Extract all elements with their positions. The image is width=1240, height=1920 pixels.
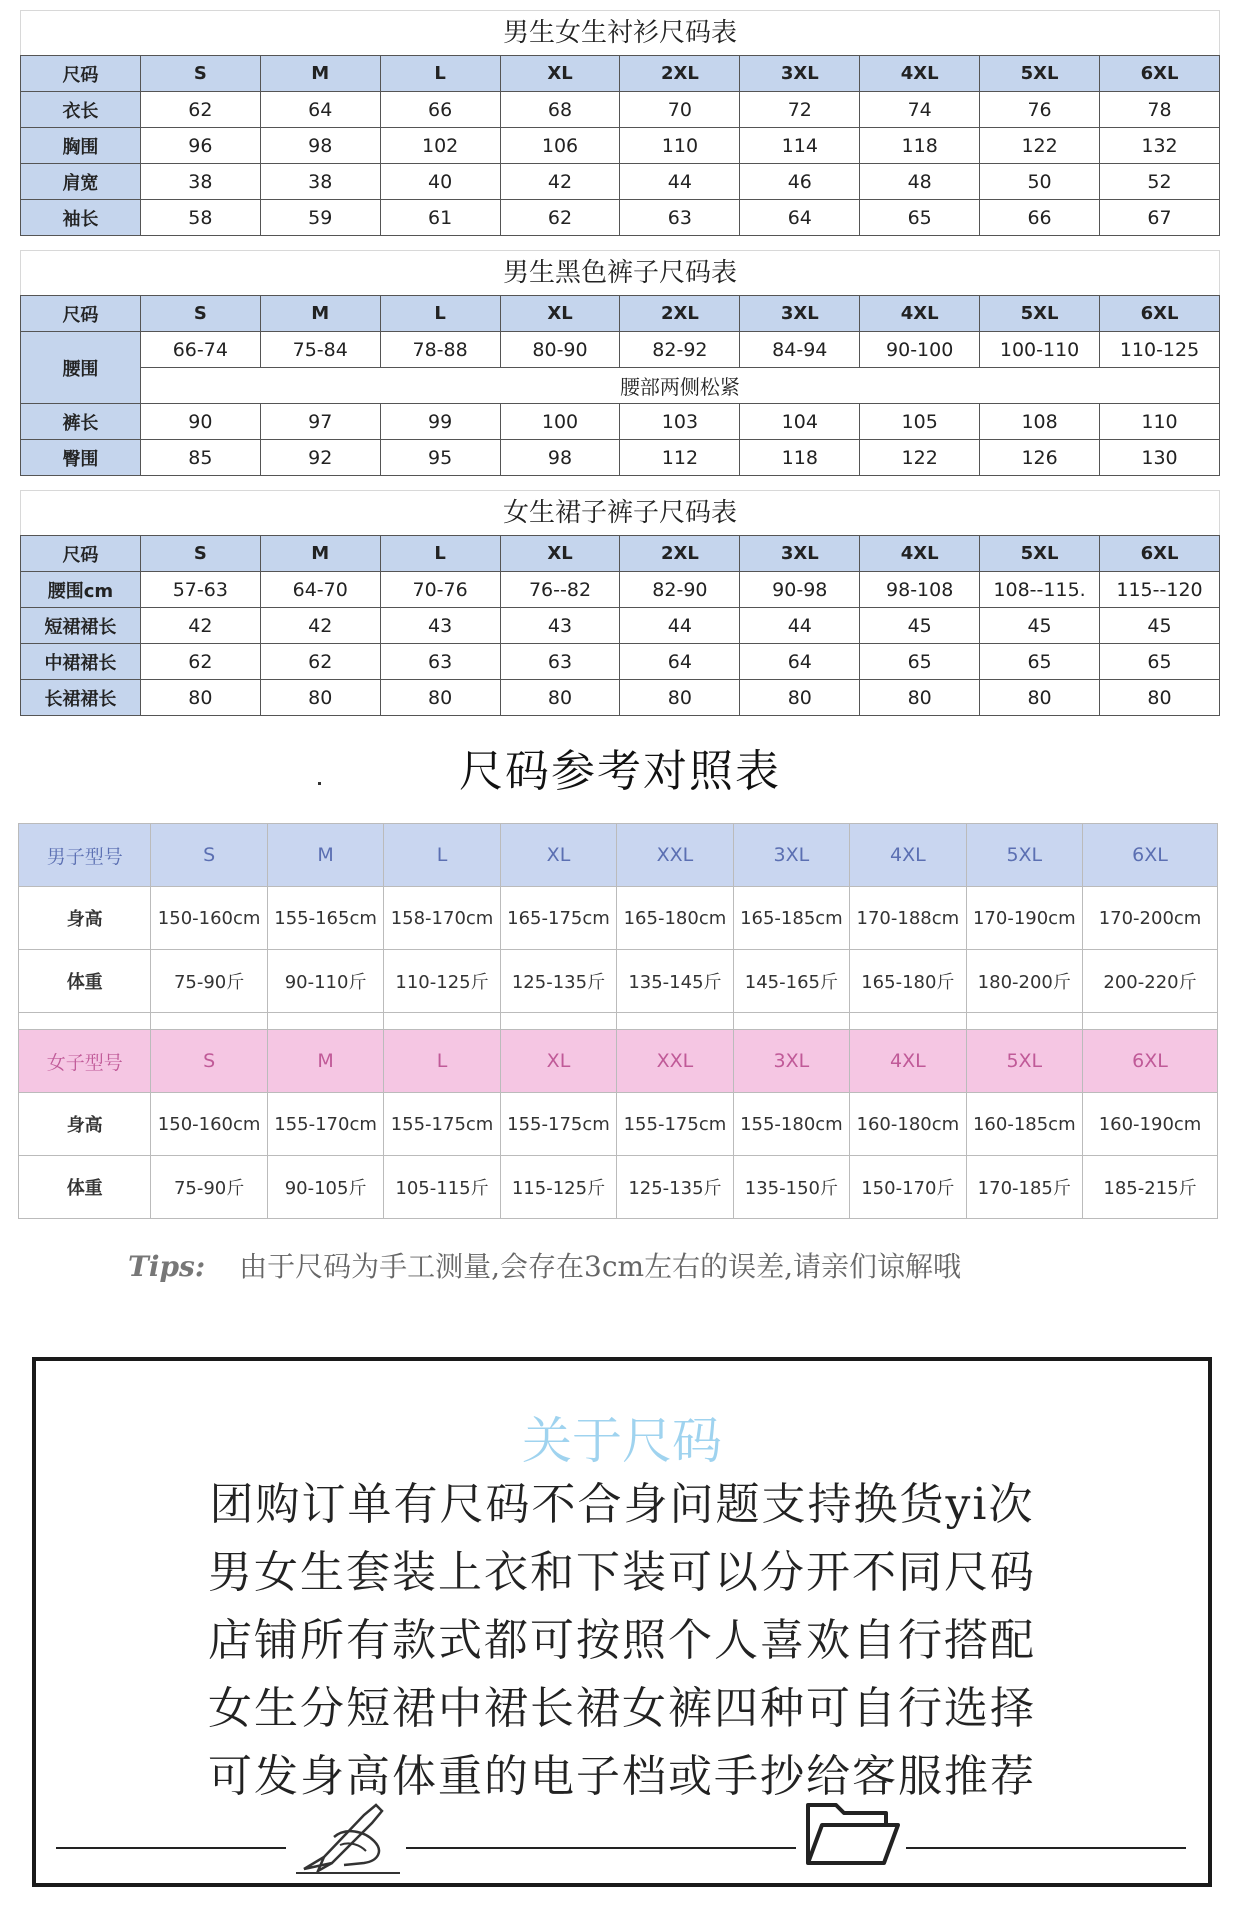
- table-cell: 62: [260, 644, 380, 680]
- about-size-box: [32, 1357, 1212, 1887]
- table-cell: 50: [980, 164, 1100, 200]
- table-cell: 62: [140, 644, 260, 680]
- table-cell: 98-108: [860, 572, 980, 608]
- table-cell: 125-135斤: [617, 1156, 733, 1219]
- table-cell: 80: [620, 680, 740, 716]
- table-cell: 165-180斤: [850, 950, 966, 1013]
- table-cell: 150-160cm: [151, 1093, 267, 1156]
- table-cell: 98: [260, 128, 380, 164]
- table-cell: 65: [1100, 644, 1220, 680]
- skirt-table-title: 女生裙子裤子尺码表: [20, 490, 1220, 535]
- table-cell: 95: [380, 440, 500, 476]
- table-cell: 64: [260, 92, 380, 128]
- header-cell: XL: [500, 56, 620, 92]
- about-title: 关于尺码: [522, 1412, 722, 1470]
- table-cell: 92: [260, 440, 380, 476]
- table-cell: 104: [740, 404, 860, 440]
- table-cell: 75-90斤: [151, 1156, 267, 1219]
- table-cell: 108--115.: [980, 572, 1100, 608]
- table-cell: 42: [140, 608, 260, 644]
- table-cell: 44: [620, 608, 740, 644]
- table-cell: 102: [380, 128, 500, 164]
- table-cell: XXL: [617, 824, 733, 887]
- table-header-row: [21, 536, 1220, 572]
- table-cell: 97: [260, 404, 380, 440]
- header-cell: S: [140, 536, 260, 572]
- row-label: 体重: [19, 950, 151, 1013]
- table-cell: 6XL: [1083, 824, 1218, 887]
- table-cell: 80: [380, 680, 500, 716]
- table-cell: 80: [500, 680, 620, 716]
- spacer-cell: [966, 1013, 1082, 1030]
- about-line: 可发身高体重的电子档或手抄给客服推荐: [208, 1751, 1036, 1802]
- table-cell: 74: [860, 92, 980, 128]
- header-cell: S: [140, 56, 260, 92]
- table-cell: 90: [140, 404, 260, 440]
- table-cell: 155-175cm: [617, 1093, 733, 1156]
- table-cell: 38: [260, 164, 380, 200]
- row-label: 肩宽: [21, 164, 141, 200]
- table-cell: 4XL: [850, 824, 966, 887]
- row-label: 身高: [19, 887, 151, 950]
- about-line: 店铺所有款式都可按照个人喜欢自行搭配: [208, 1615, 1036, 1666]
- pants-waist-cell: 75-84: [260, 332, 380, 368]
- table-cell: 65: [980, 644, 1100, 680]
- shirt-size-table: [20, 10, 1220, 236]
- reference-row: [19, 887, 1218, 950]
- header-cell: L: [380, 56, 500, 92]
- row-label: 衣长: [21, 92, 141, 128]
- table-cell: 155-175cm: [500, 1093, 616, 1156]
- table-cell: 45: [1100, 608, 1220, 644]
- header-cell: L: [380, 536, 500, 572]
- table-cell: 52: [1100, 164, 1220, 200]
- header-cell: 6XL: [1100, 56, 1220, 92]
- header-cell: 3XL: [740, 296, 860, 332]
- folder-icon: [802, 1797, 902, 1869]
- table-row: [21, 644, 1220, 680]
- spacer-cell: [151, 1013, 267, 1030]
- header-cell: 尺码: [21, 296, 141, 332]
- table-cell: 165-180cm: [617, 887, 733, 950]
- table-cell: 165-175cm: [500, 887, 616, 950]
- table-cell: 180-200斤: [966, 950, 1082, 1013]
- row-label: 中裙裙长: [21, 644, 141, 680]
- table-cell: 67: [1100, 200, 1220, 236]
- table-cell: 155-170cm: [267, 1093, 383, 1156]
- row-label: 腰围cm: [21, 572, 141, 608]
- row-label: 臀围: [21, 440, 141, 476]
- table-cell: 170-188cm: [850, 887, 966, 950]
- table-cell: XL: [500, 1030, 616, 1093]
- table-cell: 45: [980, 608, 1100, 644]
- reference-row: [19, 1093, 1218, 1156]
- table-cell: L: [384, 1030, 500, 1093]
- table-spacer: [19, 1013, 1218, 1030]
- table-cell: 90-105斤: [267, 1156, 383, 1219]
- table-cell: 114: [740, 128, 860, 164]
- table-cell: 70-76: [380, 572, 500, 608]
- table-cell: 80: [1100, 680, 1220, 716]
- table-cell: 64: [620, 644, 740, 680]
- table-cell: 65: [860, 200, 980, 236]
- table-cell: 5XL: [966, 824, 1082, 887]
- spacer-cell: [267, 1013, 383, 1030]
- table-row: [21, 92, 1220, 128]
- table-cell: 63: [620, 200, 740, 236]
- table-cell: 63: [500, 644, 620, 680]
- pants-waist-cell: 66-74: [140, 332, 260, 368]
- table-cell: 96: [140, 128, 260, 164]
- table-cell: 110: [1100, 404, 1220, 440]
- table-header-row: [21, 56, 1220, 92]
- table-cell: 72: [740, 92, 860, 128]
- table-cell: 99: [380, 404, 500, 440]
- table-cell: S: [151, 1030, 267, 1093]
- table-cell: 66: [980, 200, 1100, 236]
- table-cell: 130: [1100, 440, 1220, 476]
- header-cell: 4XL: [860, 296, 980, 332]
- row-label: 男子型号: [19, 824, 151, 887]
- table-cell: 76: [980, 92, 1100, 128]
- table-cell: 115--120: [1100, 572, 1220, 608]
- header-cell: S: [140, 296, 260, 332]
- table-cell: 80: [260, 680, 380, 716]
- spacer-cell: [733, 1013, 849, 1030]
- table-cell: 64-70: [260, 572, 380, 608]
- table-row: [21, 572, 1220, 608]
- table-cell: 3XL: [733, 1030, 849, 1093]
- table-row: [21, 440, 1220, 476]
- pants-table-title: 男生黑色裤子尺码表: [20, 250, 1220, 295]
- table-cell: 135-150斤: [733, 1156, 849, 1219]
- table-cell: 43: [380, 608, 500, 644]
- table-cell: 62: [140, 92, 260, 128]
- table-header-row: [21, 296, 1220, 332]
- header-cell: 2XL: [620, 56, 740, 92]
- header-cell: L: [380, 296, 500, 332]
- decorative-dot: [318, 782, 321, 785]
- table-cell: 170-190cm: [966, 887, 1082, 950]
- table-row: [21, 608, 1220, 644]
- table-cell: 122: [980, 128, 1100, 164]
- table-cell: 48: [860, 164, 980, 200]
- pants-waist-cell: 78-88: [380, 332, 500, 368]
- row-label: 胸围: [21, 128, 141, 164]
- header-cell: 4XL: [860, 56, 980, 92]
- tips-note: [128, 1245, 961, 1285]
- shirt-table-grid: [20, 55, 1220, 236]
- table-cell: 43: [500, 608, 620, 644]
- shirt-table-title: 男生女生衬衫尺码表: [20, 10, 1220, 55]
- table-cell: 42: [500, 164, 620, 200]
- table-cell: S: [151, 824, 267, 887]
- spacer-cell: [1083, 1013, 1218, 1030]
- header-cell: XL: [500, 536, 620, 572]
- header-cell: 5XL: [980, 56, 1100, 92]
- table-cell: 64: [740, 644, 860, 680]
- row-label: 长裙裙长: [21, 680, 141, 716]
- table-cell: 150-170斤: [850, 1156, 966, 1219]
- row-label: 裤长: [21, 404, 141, 440]
- pants-waist-cell: 80-90: [500, 332, 620, 368]
- table-cell: 66: [380, 92, 500, 128]
- table-cell: 59: [260, 200, 380, 236]
- about-line: 团购订单有尺码不合身问题支持换货yi次: [209, 1479, 1035, 1530]
- table-cell: 155-175cm: [384, 1093, 500, 1156]
- table-cell: XL: [500, 824, 616, 887]
- spacer-cell: [850, 1013, 966, 1030]
- table-cell: 118: [860, 128, 980, 164]
- table-cell: 160-190cm: [1083, 1093, 1218, 1156]
- pants-size-table: [20, 250, 1220, 476]
- table-cell: 185-215斤: [1083, 1156, 1218, 1219]
- table-cell: 103: [620, 404, 740, 440]
- pants-waist-label: 腰围: [21, 332, 141, 404]
- skirt-table-grid: [20, 535, 1220, 716]
- header-cell: 6XL: [1100, 296, 1220, 332]
- table-cell: 70: [620, 92, 740, 128]
- pants-waist-note: 腰部两侧松紧: [140, 368, 1219, 404]
- pants-waist-cell: 84-94: [740, 332, 860, 368]
- table-cell: 42: [260, 608, 380, 644]
- header-cell: 尺码: [21, 536, 141, 572]
- table-cell: 46: [740, 164, 860, 200]
- table-cell: 160-185cm: [966, 1093, 1082, 1156]
- table-cell: 155-165cm: [267, 887, 383, 950]
- table-cell: 90-98: [740, 572, 860, 608]
- table-cell: 44: [740, 608, 860, 644]
- spacer-cell: [617, 1013, 733, 1030]
- tips-text: 由于尺码为手工测量,会存在3cm左右的误差,请亲们谅解哦: [239, 1250, 962, 1283]
- table-cell: 63: [380, 644, 500, 680]
- table-cell: 145-165斤: [733, 950, 849, 1013]
- table-cell: 6XL: [1083, 1030, 1218, 1093]
- table-cell: 135-145斤: [617, 950, 733, 1013]
- table-cell: 105: [860, 404, 980, 440]
- table-cell: 165-185cm: [733, 887, 849, 950]
- header-cell: M: [260, 56, 380, 92]
- table-cell: 80: [980, 680, 1100, 716]
- table-row: [21, 164, 1220, 200]
- header-cell: XL: [500, 296, 620, 332]
- table-cell: 62: [500, 200, 620, 236]
- table-cell: 68: [500, 92, 620, 128]
- table-cell: 80: [860, 680, 980, 716]
- reference-row: [19, 950, 1218, 1013]
- table-cell: 158-170cm: [384, 887, 500, 950]
- table-cell: 150-160cm: [151, 887, 267, 950]
- table-cell: 5XL: [966, 1030, 1082, 1093]
- header-cell: 6XL: [1100, 536, 1220, 572]
- header-cell: 5XL: [980, 296, 1100, 332]
- bottom-divider: [406, 1847, 796, 1849]
- table-cell: 108: [980, 404, 1100, 440]
- table-row: [21, 680, 1220, 716]
- table-cell: 78: [1100, 92, 1220, 128]
- row-label: 身高: [19, 1093, 151, 1156]
- row-label: 女子型号: [19, 1030, 151, 1093]
- table-row: [21, 404, 1220, 440]
- spacer-cell: [500, 1013, 616, 1030]
- pants-waist-cell: 82-92: [620, 332, 740, 368]
- skirt-size-table: [20, 490, 1220, 716]
- row-label: 体重: [19, 1156, 151, 1219]
- header-cell: M: [260, 296, 380, 332]
- table-cell: 132: [1100, 128, 1220, 164]
- table-cell: 3XL: [733, 824, 849, 887]
- table-cell: 110: [620, 128, 740, 164]
- table-cell: 155-180cm: [733, 1093, 849, 1156]
- table-cell: 200-220斤: [1083, 950, 1218, 1013]
- table-cell: 125-135斤: [500, 950, 616, 1013]
- header-cell: 4XL: [860, 536, 980, 572]
- pants-table-grid: [20, 295, 1220, 476]
- table-cell: 90-110斤: [267, 950, 383, 1013]
- table-cell: L: [384, 824, 500, 887]
- table-cell: 105-115斤: [384, 1156, 500, 1219]
- tips-label: Tips:: [128, 1250, 206, 1283]
- table-cell: 122: [860, 440, 980, 476]
- header-cell: 3XL: [740, 56, 860, 92]
- table-cell: 64: [740, 200, 860, 236]
- pen-hand-icon: [294, 1797, 404, 1877]
- header-cell: 2XL: [620, 536, 740, 572]
- pants-waist-cell: 100-110: [980, 332, 1100, 368]
- about-line: 女生分短裙中裙长裙女裤四种可自行选择: [208, 1683, 1036, 1734]
- row-label: 短裙裙长: [21, 608, 141, 644]
- table-cell: XXL: [617, 1030, 733, 1093]
- header-cell: 3XL: [740, 536, 860, 572]
- table-cell: 80: [740, 680, 860, 716]
- table-cell: 112: [620, 440, 740, 476]
- bottom-divider: [56, 1847, 286, 1849]
- table-cell: 44: [620, 164, 740, 200]
- header-cell: M: [260, 536, 380, 572]
- table-cell: 110-125斤: [384, 950, 500, 1013]
- about-line: 男女生套装上衣和下装可以分开不同尺码: [208, 1547, 1036, 1598]
- table-cell: 82-90: [620, 572, 740, 608]
- spacer-cell: [384, 1013, 500, 1030]
- reference-header-row: [19, 824, 1218, 887]
- table-cell: 118: [740, 440, 860, 476]
- header-cell: 尺码: [21, 56, 141, 92]
- table-cell: 4XL: [850, 1030, 966, 1093]
- about-lines: [36, 1471, 1208, 1811]
- table-cell: 61: [380, 200, 500, 236]
- table-cell: 98: [500, 440, 620, 476]
- table-cell: 65: [860, 644, 980, 680]
- table-cell: 100: [500, 404, 620, 440]
- pants-waist-cell: 110-125: [1100, 332, 1220, 368]
- reference-table: [18, 823, 1218, 1219]
- pants-waist-cell: 90-100: [860, 332, 980, 368]
- table-cell: 57-63: [140, 572, 260, 608]
- reference-table-grid: [18, 823, 1218, 1219]
- table-row: [21, 200, 1220, 236]
- spacer-cell: [19, 1013, 151, 1030]
- table-cell: 85: [140, 440, 260, 476]
- table-cell: 160-180cm: [850, 1093, 966, 1156]
- table-cell: 76--82: [500, 572, 620, 608]
- reference-header-row: [19, 1030, 1218, 1093]
- table-cell: 75-90斤: [151, 950, 267, 1013]
- table-cell: M: [267, 1030, 383, 1093]
- table-row: [21, 128, 1220, 164]
- table-cell: 38: [140, 164, 260, 200]
- table-cell: M: [267, 824, 383, 887]
- header-cell: 5XL: [980, 536, 1100, 572]
- reference-title: 尺码参考对照表: [459, 746, 781, 797]
- reference-row: [19, 1156, 1218, 1219]
- header-cell: 2XL: [620, 296, 740, 332]
- table-cell: 170-185斤: [966, 1156, 1082, 1219]
- table-cell: 80: [140, 680, 260, 716]
- table-cell: 40: [380, 164, 500, 200]
- table-cell: 126: [980, 440, 1100, 476]
- table-cell: 58: [140, 200, 260, 236]
- table-cell: 106: [500, 128, 620, 164]
- table-cell: 115-125斤: [500, 1156, 616, 1219]
- bottom-divider: [906, 1847, 1186, 1849]
- table-cell: 170-200cm: [1083, 887, 1218, 950]
- row-label: 袖长: [21, 200, 141, 236]
- table-cell: 45: [860, 608, 980, 644]
